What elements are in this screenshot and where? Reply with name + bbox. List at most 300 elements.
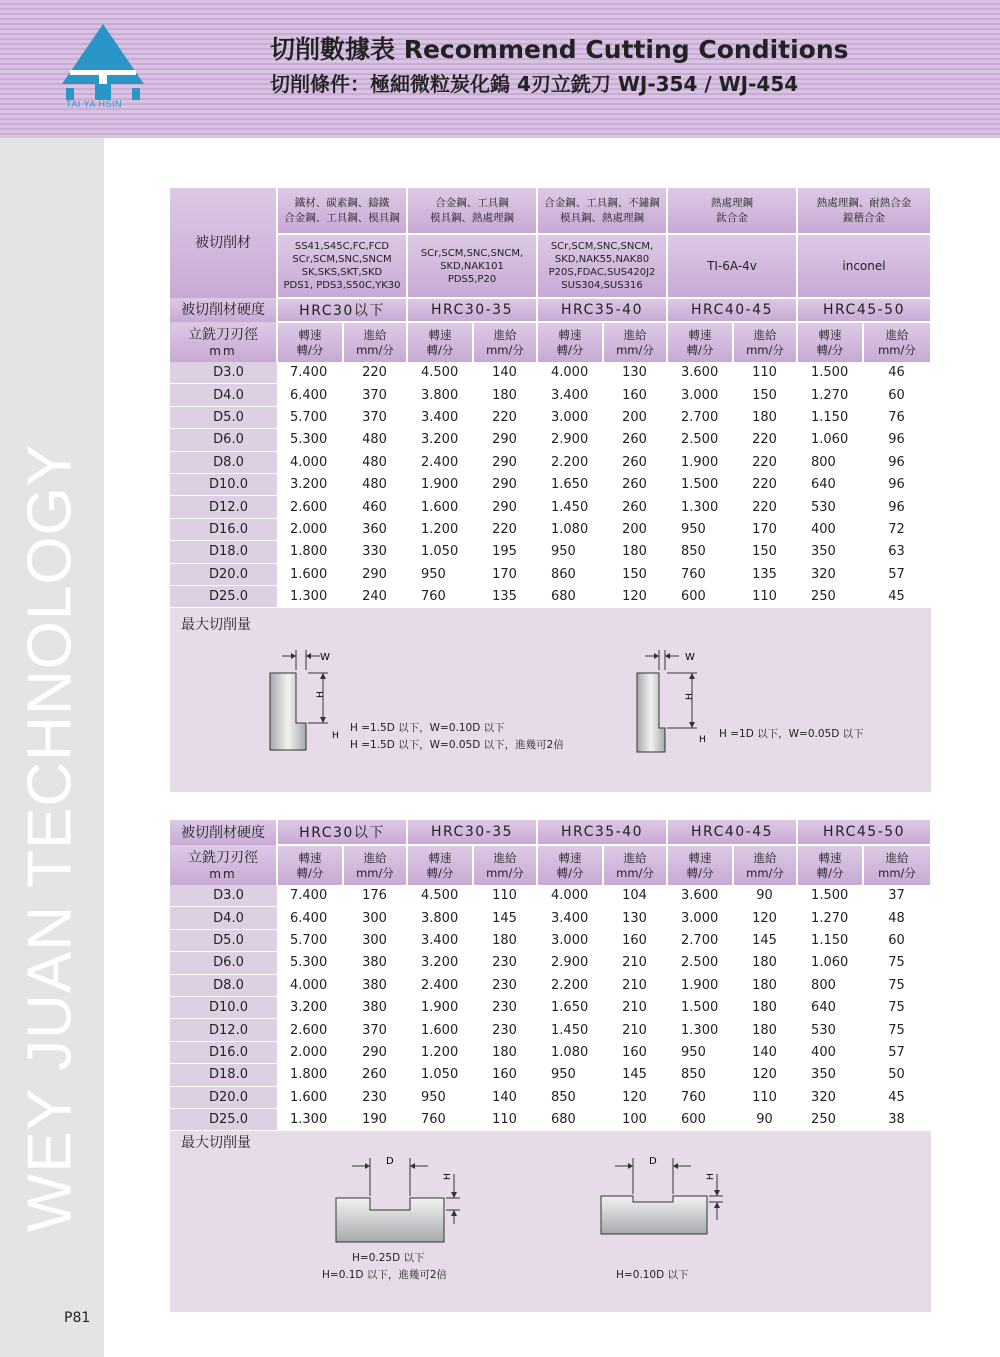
cutting-table-panel-1 bbox=[170, 188, 931, 792]
feed-cell: 160 bbox=[603, 929, 667, 951]
hrc-header: HRC30-35 bbox=[407, 820, 537, 845]
table-row bbox=[170, 518, 931, 540]
max-cut-label: 最大切削量 bbox=[181, 1135, 251, 1151]
material-cell: SS41,S45C,FC,FCD SCr,SCM,SNC,SNCM SK,SKS,SKT,SKD PDS1, PDS3,S50C,YK30 bbox=[277, 234, 407, 298]
hardness-label: 被切削材硬度 bbox=[170, 820, 277, 845]
speed-cell: 2.600 bbox=[277, 1019, 343, 1041]
feed-header: 進給 mm/分 bbox=[473, 845, 537, 885]
feed-cell: 160 bbox=[603, 1041, 667, 1063]
speed-cell: 2.400 bbox=[407, 451, 473, 473]
feed-cell: 110 bbox=[473, 1108, 537, 1130]
speed-cell: 1.060 bbox=[797, 429, 863, 451]
speed-cell: 1.050 bbox=[407, 541, 473, 563]
feed-cell: 230 bbox=[473, 952, 537, 974]
feed-cell: 260 bbox=[343, 1064, 407, 1086]
feed-cell: 180 bbox=[733, 406, 797, 428]
h-label-2: H bbox=[332, 731, 339, 741]
speed-cell: 600 bbox=[667, 1108, 733, 1130]
feed-cell: 220 bbox=[473, 406, 537, 428]
feed-cell: 145 bbox=[603, 1064, 667, 1086]
hrc-header: HRC45-50 bbox=[797, 820, 931, 845]
speed-cell: 950 bbox=[407, 563, 473, 585]
speed-cell: 600 bbox=[667, 585, 733, 607]
table-row bbox=[170, 541, 931, 563]
speed-cell: 950 bbox=[667, 1041, 733, 1063]
speed-header: 轉速 轉/分 bbox=[277, 845, 343, 885]
speed-cell: 3.200 bbox=[277, 473, 343, 495]
feed-cell: 120 bbox=[733, 907, 797, 929]
feed-cell: 110 bbox=[733, 585, 797, 607]
feed-cell: 57 bbox=[863, 1041, 931, 1063]
table-row bbox=[170, 473, 931, 495]
feed-header: 進給 mm/分 bbox=[603, 322, 667, 362]
speed-cell: 1.080 bbox=[537, 1041, 603, 1063]
hrc-header: HRC35-40 bbox=[537, 820, 667, 845]
speed-cell: 1.300 bbox=[277, 585, 343, 607]
hrc-header: HRC30以下 bbox=[277, 820, 407, 845]
feed-cell: 370 bbox=[343, 384, 407, 406]
speed-cell: 5.300 bbox=[277, 429, 343, 451]
speed-cell: 3.400 bbox=[407, 929, 473, 951]
speed-cell: 3.400 bbox=[537, 907, 603, 929]
speed-cell: 2.200 bbox=[537, 974, 603, 996]
speed-cell: 7.400 bbox=[277, 885, 343, 907]
speed-cell: 250 bbox=[797, 1108, 863, 1130]
feed-cell: 160 bbox=[473, 1064, 537, 1086]
cutting-table-2 bbox=[170, 820, 932, 1131]
speed-cell: 2.000 bbox=[277, 518, 343, 540]
speed-cell: 5.700 bbox=[277, 406, 343, 428]
speed-cell: 1.270 bbox=[797, 384, 863, 406]
feed-cell: 130 bbox=[603, 907, 667, 929]
diameter-cell: D16.0 bbox=[170, 518, 277, 540]
feed-cell: 180 bbox=[473, 384, 537, 406]
feed-cell: 260 bbox=[603, 473, 667, 495]
feed-cell: 170 bbox=[473, 563, 537, 585]
category-cell: 熱處理鋼 鈦合金 bbox=[667, 188, 797, 234]
diameter-label-cell bbox=[170, 845, 277, 885]
speed-cell: 3.600 bbox=[667, 885, 733, 907]
table-row bbox=[170, 1108, 931, 1130]
feed-cell: 75 bbox=[863, 1019, 931, 1041]
sidebar-vertical-text: WEY JUAN TECHNOLOGY bbox=[15, 443, 85, 1233]
diameter-cell: D20.0 bbox=[170, 1086, 277, 1108]
table-row bbox=[170, 907, 931, 929]
page-header bbox=[0, 0, 1000, 138]
speed-cell: 1.300 bbox=[667, 1019, 733, 1041]
speed-cell: 3.200 bbox=[277, 996, 343, 1018]
diameter-label: 立銑刀刃徑 bbox=[188, 850, 258, 866]
feed-header: 進給 mm/分 bbox=[343, 322, 407, 362]
feed-cell: 480 bbox=[343, 429, 407, 451]
speed-cell: 1.150 bbox=[797, 406, 863, 428]
feed-cell: 45 bbox=[863, 1086, 931, 1108]
feed-cell: 120 bbox=[603, 1086, 667, 1108]
speed-cell: 6.400 bbox=[277, 907, 343, 929]
table-row bbox=[170, 496, 931, 518]
feed-cell: 200 bbox=[603, 406, 667, 428]
diameter-cell: D8.0 bbox=[170, 451, 277, 473]
speed-cell: 530 bbox=[797, 1019, 863, 1041]
material-cell: SCr,SCM,SNC,SNCM, SKD,NAK101 PDS5,P20 bbox=[407, 234, 537, 298]
diameter-cell: D3.0 bbox=[170, 885, 277, 907]
feed-cell: 37 bbox=[863, 885, 931, 907]
speed-cell: 320 bbox=[797, 1086, 863, 1108]
diameter-cell: D10.0 bbox=[170, 473, 277, 495]
feed-cell: 63 bbox=[863, 541, 931, 563]
diameter-cell: D4.0 bbox=[170, 384, 277, 406]
feed-cell: 135 bbox=[733, 563, 797, 585]
hrc-header: HRC30-35 bbox=[407, 298, 537, 322]
d-label: D bbox=[649, 1156, 657, 1167]
speed-cell: 950 bbox=[537, 1064, 603, 1086]
feed-cell: 180 bbox=[473, 929, 537, 951]
slot-milling-diagram-icon-2 bbox=[595, 1152, 735, 1252]
max-cut-label: 最大切削量 bbox=[181, 617, 251, 633]
sidebar bbox=[0, 138, 104, 1357]
speed-cell: 1.080 bbox=[537, 518, 603, 540]
diameter-cell: D12.0 bbox=[170, 1019, 277, 1041]
feed-cell: 180 bbox=[603, 541, 667, 563]
diameter-cell: D18.0 bbox=[170, 541, 277, 563]
speed-header: 轉速 轉/分 bbox=[407, 322, 473, 362]
speed-cell: 2.500 bbox=[667, 952, 733, 974]
feed-cell: 290 bbox=[473, 496, 537, 518]
speed-cell: 400 bbox=[797, 1041, 863, 1063]
feed-cell: 145 bbox=[733, 929, 797, 951]
note-left-1: H =1.5D 以下，W=0.10D 以下 bbox=[350, 722, 505, 734]
speed-cell: 2.500 bbox=[667, 429, 733, 451]
speed-cell: 860 bbox=[537, 563, 603, 585]
table-row bbox=[170, 1041, 931, 1063]
speed-header: 轉速 轉/分 bbox=[537, 845, 603, 885]
speed-cell: 1.500 bbox=[667, 996, 733, 1018]
feed-cell: 180 bbox=[733, 952, 797, 974]
h-label: H bbox=[443, 1173, 453, 1180]
speed-cell: 1.300 bbox=[667, 496, 733, 518]
speed-cell: 950 bbox=[537, 541, 603, 563]
feed-cell: 220 bbox=[733, 451, 797, 473]
speed-cell: 2.200 bbox=[537, 451, 603, 473]
feed-cell: 290 bbox=[473, 451, 537, 473]
feed-header: 進給 mm/分 bbox=[473, 322, 537, 362]
unit-label: mm bbox=[209, 344, 237, 358]
feed-cell: 90 bbox=[733, 1108, 797, 1130]
diameter-cell: D4.0 bbox=[170, 907, 277, 929]
diameter-cell: D20.0 bbox=[170, 563, 277, 585]
feed-cell: 180 bbox=[733, 974, 797, 996]
h-label: H bbox=[685, 693, 695, 700]
feed-cell: 300 bbox=[343, 907, 407, 929]
feed-cell: 120 bbox=[603, 585, 667, 607]
hrc-header: HRC45-50 bbox=[797, 298, 931, 322]
table-row bbox=[170, 1086, 931, 1108]
speed-cell: 1.200 bbox=[407, 518, 473, 540]
d-label: D bbox=[386, 1156, 394, 1167]
table-row bbox=[170, 885, 931, 907]
feed-cell: 75 bbox=[863, 974, 931, 996]
speed-cell: 1.150 bbox=[797, 929, 863, 951]
diameter-cell: D5.0 bbox=[170, 929, 277, 951]
feed-cell: 380 bbox=[343, 974, 407, 996]
diameter-cell: D8.0 bbox=[170, 974, 277, 996]
speed-cell: 1.800 bbox=[277, 541, 343, 563]
w-label: W bbox=[685, 652, 695, 663]
speed-cell: 760 bbox=[407, 585, 473, 607]
feed-cell: 210 bbox=[603, 974, 667, 996]
feed-cell: 176 bbox=[343, 885, 407, 907]
speed-cell: 1.300 bbox=[277, 1108, 343, 1130]
feed-cell: 290 bbox=[343, 563, 407, 585]
page-subtitle: 切削條件：極細微粒炭化鎢 4刃立銑刀 WJ-354 / WJ-454 bbox=[270, 72, 799, 96]
speed-cell: 950 bbox=[407, 1086, 473, 1108]
feed-cell: 120 bbox=[733, 1064, 797, 1086]
diameter-cell: D16.0 bbox=[170, 1041, 277, 1063]
speed-cell: 250 bbox=[797, 585, 863, 607]
speed-cell: 1.600 bbox=[407, 1019, 473, 1041]
table-row bbox=[170, 952, 931, 974]
material-cell: TI-6A-4v bbox=[667, 234, 797, 298]
diameter-cell: D5.0 bbox=[170, 406, 277, 428]
feed-cell: 180 bbox=[733, 1019, 797, 1041]
speed-cell: 1.600 bbox=[277, 1086, 343, 1108]
material-cell: SCr,SCM,SNC,SNCM, SKD,NAK55,NAK80 P20S,FDAC,SUS420J2 SUS304,SUS316 bbox=[537, 234, 667, 298]
feed-cell: 210 bbox=[603, 996, 667, 1018]
speed-cell: 680 bbox=[537, 1108, 603, 1130]
feed-cell: 300 bbox=[343, 929, 407, 951]
speed-cell: 1.270 bbox=[797, 907, 863, 929]
note-right: H=0.10D 以下 bbox=[616, 1269, 689, 1281]
feed-cell: 230 bbox=[473, 996, 537, 1018]
feed-cell: 480 bbox=[343, 473, 407, 495]
hardness-label: 被切削材硬度 bbox=[170, 298, 277, 322]
material-cell: inconel bbox=[797, 234, 931, 298]
speed-cell: 3.200 bbox=[407, 952, 473, 974]
feed-cell: 140 bbox=[473, 1086, 537, 1108]
hrc-header: HRC35-40 bbox=[537, 298, 667, 322]
feed-cell: 76 bbox=[863, 406, 931, 428]
diameter-cell: D18.0 bbox=[170, 1064, 277, 1086]
feed-cell: 220 bbox=[733, 473, 797, 495]
page-title: 切削數據表 Recommend Cutting Conditions bbox=[270, 35, 849, 64]
feed-cell: 460 bbox=[343, 496, 407, 518]
feed-cell: 96 bbox=[863, 473, 931, 495]
speed-cell: 1.900 bbox=[407, 473, 473, 495]
speed-cell: 1.600 bbox=[277, 563, 343, 585]
speed-cell: 1.500 bbox=[797, 362, 863, 384]
h-label: H bbox=[706, 1173, 716, 1180]
feed-cell: 220 bbox=[343, 362, 407, 384]
speed-cell: 1.900 bbox=[407, 996, 473, 1018]
diameter-cell: D3.0 bbox=[170, 362, 277, 384]
speed-cell: 4.000 bbox=[537, 885, 603, 907]
category-cell: 合金鋼、工具鋼、不鏽鋼 模具鋼、熱處理鋼 bbox=[537, 188, 667, 234]
feed-cell: 110 bbox=[733, 362, 797, 384]
feed-cell: 100 bbox=[603, 1108, 667, 1130]
feed-cell: 150 bbox=[733, 541, 797, 563]
speed-cell: 4.500 bbox=[407, 885, 473, 907]
table-row bbox=[170, 406, 931, 428]
speed-cell: 1.500 bbox=[797, 885, 863, 907]
feed-header: 進給 mm/分 bbox=[733, 845, 797, 885]
speed-cell: 680 bbox=[537, 585, 603, 607]
diameter-cell: D6.0 bbox=[170, 952, 277, 974]
speed-header: 轉速 轉/分 bbox=[667, 845, 733, 885]
table-row bbox=[170, 1064, 931, 1086]
feed-cell: 330 bbox=[343, 541, 407, 563]
speed-cell: 2.700 bbox=[667, 929, 733, 951]
speed-header: 轉速 轉/分 bbox=[277, 322, 343, 362]
speed-cell: 800 bbox=[797, 974, 863, 996]
feed-cell: 370 bbox=[343, 406, 407, 428]
speed-cell: 5.300 bbox=[277, 952, 343, 974]
speed-cell: 350 bbox=[797, 1064, 863, 1086]
speed-header: 轉速 轉/分 bbox=[537, 322, 603, 362]
speed-cell: 530 bbox=[797, 496, 863, 518]
speed-cell: 6.400 bbox=[277, 384, 343, 406]
speed-cell: 2.900 bbox=[537, 429, 603, 451]
speed-cell: 1.800 bbox=[277, 1064, 343, 1086]
feed-header: 進給 mm/分 bbox=[863, 322, 931, 362]
speed-cell: 950 bbox=[667, 518, 733, 540]
speed-cell: 7.400 bbox=[277, 362, 343, 384]
speed-cell: 3.200 bbox=[407, 429, 473, 451]
diameter-label: 立銑刀刃徑 bbox=[188, 327, 258, 343]
speed-cell: 1.900 bbox=[667, 451, 733, 473]
speed-cell: 2.000 bbox=[277, 1041, 343, 1063]
material-label: 被切削材 bbox=[170, 188, 277, 298]
feed-cell: 230 bbox=[473, 1019, 537, 1041]
table-body-2 bbox=[170, 885, 931, 1131]
category-cell: 鐵材、碳素鋼、鑄鐵 合金鋼、工具鋼、模具鋼 bbox=[277, 188, 407, 234]
speed-cell: 3.000 bbox=[667, 907, 733, 929]
logo-text: TAI YA HSIN bbox=[66, 99, 123, 109]
table-row bbox=[170, 1019, 931, 1041]
table-row bbox=[170, 563, 931, 585]
feed-cell: 220 bbox=[733, 496, 797, 518]
feed-cell: 260 bbox=[603, 429, 667, 451]
feed-cell: 180 bbox=[473, 1041, 537, 1063]
feed-cell: 96 bbox=[863, 496, 931, 518]
feed-cell: 260 bbox=[603, 496, 667, 518]
table-row bbox=[170, 451, 931, 473]
note-right: H =1D 以下，W=0.05D 以下 bbox=[719, 728, 864, 740]
feed-cell: 60 bbox=[863, 384, 931, 406]
speed-cell: 2.400 bbox=[407, 974, 473, 996]
page-number: P81 bbox=[64, 1310, 91, 1326]
speed-cell: 350 bbox=[797, 541, 863, 563]
table-row bbox=[170, 585, 931, 607]
feed-cell: 90 bbox=[733, 885, 797, 907]
feed-cell: 290 bbox=[473, 429, 537, 451]
feed-cell: 72 bbox=[863, 518, 931, 540]
table-row bbox=[170, 362, 931, 384]
h-label: H bbox=[316, 691, 326, 698]
speed-cell: 2.600 bbox=[277, 496, 343, 518]
feed-header: 進給 mm/分 bbox=[603, 845, 667, 885]
speed-cell: 1.650 bbox=[537, 473, 603, 495]
feed-cell: 130 bbox=[603, 362, 667, 384]
feed-cell: 170 bbox=[733, 518, 797, 540]
hrc-header: HRC40-45 bbox=[667, 820, 797, 845]
hrc-header: HRC30以下 bbox=[277, 298, 407, 322]
speed-cell: 800 bbox=[797, 451, 863, 473]
speed-cell: 3.000 bbox=[667, 384, 733, 406]
cutting-table-panel-2 bbox=[170, 820, 931, 1312]
speed-cell: 850 bbox=[667, 541, 733, 563]
speed-cell: 760 bbox=[667, 1086, 733, 1108]
speed-cell: 3.400 bbox=[407, 406, 473, 428]
feed-cell: 180 bbox=[733, 996, 797, 1018]
feed-cell: 60 bbox=[863, 929, 931, 951]
cutting-table-1 bbox=[170, 188, 932, 608]
feed-cell: 48 bbox=[863, 907, 931, 929]
w-label: W bbox=[320, 652, 330, 663]
speed-cell: 5.700 bbox=[277, 929, 343, 951]
speed-cell: 640 bbox=[797, 996, 863, 1018]
note-left-2: H=0.1D 以下，進幾可2倍 bbox=[322, 1269, 447, 1281]
table-body-1 bbox=[170, 362, 931, 608]
feed-cell: 240 bbox=[343, 585, 407, 607]
feed-cell: 135 bbox=[473, 585, 537, 607]
feed-cell: 190 bbox=[343, 1108, 407, 1130]
feed-cell: 75 bbox=[863, 996, 931, 1018]
speed-cell: 3.400 bbox=[537, 384, 603, 406]
feed-cell: 57 bbox=[863, 563, 931, 585]
speed-cell: 1.060 bbox=[797, 952, 863, 974]
feed-cell: 380 bbox=[343, 996, 407, 1018]
feed-cell: 195 bbox=[473, 541, 537, 563]
feed-cell: 150 bbox=[733, 384, 797, 406]
speed-cell: 1.450 bbox=[537, 1019, 603, 1041]
feed-header: 進給 mm/分 bbox=[343, 845, 407, 885]
feed-cell: 96 bbox=[863, 429, 931, 451]
hrc-header: HRC40-45 bbox=[667, 298, 797, 322]
diameter-cell: D25.0 bbox=[170, 585, 277, 607]
speed-cell: 1.600 bbox=[407, 496, 473, 518]
speed-cell: 3.800 bbox=[407, 907, 473, 929]
speed-cell: 320 bbox=[797, 563, 863, 585]
slot-milling-diagram-icon bbox=[330, 1152, 470, 1252]
feed-cell: 145 bbox=[473, 907, 537, 929]
diameter-cell: D6.0 bbox=[170, 429, 277, 451]
speed-cell: 2.900 bbox=[537, 952, 603, 974]
feed-cell: 150 bbox=[603, 563, 667, 585]
table-row bbox=[170, 384, 931, 406]
speed-cell: 4.000 bbox=[277, 451, 343, 473]
feed-cell: 220 bbox=[733, 429, 797, 451]
feed-cell: 230 bbox=[343, 1086, 407, 1108]
note-left-2: H =1.5D 以下，W=0.05D 以下，進幾可2倍 bbox=[350, 739, 564, 751]
speed-cell: 1.200 bbox=[407, 1041, 473, 1063]
diameter-cell: D10.0 bbox=[170, 996, 277, 1018]
feed-cell: 260 bbox=[603, 451, 667, 473]
speed-cell: 1.050 bbox=[407, 1064, 473, 1086]
feed-cell: 220 bbox=[473, 518, 537, 540]
feed-cell: 75 bbox=[863, 952, 931, 974]
speed-cell: 3.800 bbox=[407, 384, 473, 406]
speed-cell: 400 bbox=[797, 518, 863, 540]
feed-cell: 370 bbox=[343, 1019, 407, 1041]
speed-header: 轉速 轉/分 bbox=[667, 322, 733, 362]
category-cell: 合金鋼、工具鋼 模具鋼、熱處理鋼 bbox=[407, 188, 537, 234]
feed-cell: 50 bbox=[863, 1064, 931, 1086]
speed-cell: 1.450 bbox=[537, 496, 603, 518]
feed-cell: 480 bbox=[343, 451, 407, 473]
h-label-2: H bbox=[699, 735, 706, 745]
table-row bbox=[170, 974, 931, 996]
feed-cell: 160 bbox=[603, 384, 667, 406]
